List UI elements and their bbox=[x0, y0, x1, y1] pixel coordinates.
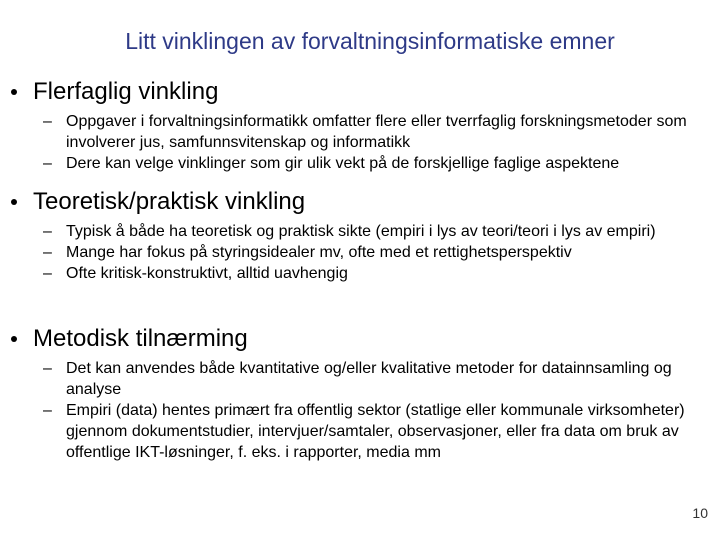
sub-bullet bbox=[0, 263, 720, 284]
bullet-item bbox=[0, 322, 720, 356]
bullet-dot-icon bbox=[11, 199, 17, 205]
sub-bullet-text: Empiri (data) hentes primært fra offentlig sektor (statlige eller kommunale virksomheter) gjennom dokumentstudier, intervjuer/samtaler, observasjoner, eller fra data om bruk av offentlige IKT-løsninger, f. eks. i rapporter, media mm bbox=[66, 402, 685, 461]
sub-bullet-text: Oppgaver i forvaltningsinformatikk omfatter flere eller tverrfaglig forskningsmetoder som involverer jus, samfunnsvitenskap og informatikk bbox=[66, 113, 687, 151]
bullet-section-flerfaglig bbox=[0, 75, 720, 174]
sub-bullet-text: Mange har fokus på styringsidealer mv, ofte med et rettighetsperspektiv bbox=[66, 244, 572, 261]
dash-icon: – bbox=[43, 244, 52, 261]
sub-bullet-text: Det kan anvendes både kvantitative og/eller kvalitative metoder for datainnsamling og analyse bbox=[66, 360, 672, 398]
sub-bullet bbox=[0, 242, 720, 263]
sub-bullet bbox=[0, 221, 720, 242]
sub-bullet bbox=[0, 111, 720, 153]
dash-icon: – bbox=[43, 360, 52, 377]
sub-bullet bbox=[0, 400, 720, 463]
dash-icon: – bbox=[43, 265, 52, 282]
dash-icon: – bbox=[43, 223, 52, 240]
sub-bullet-text: Dere kan velge vinklinger som gir ulik vekt på de forskjellige faglige aspektene bbox=[66, 155, 620, 172]
sub-bullet-list bbox=[0, 221, 720, 284]
bullet-heading: Metodisk tilnærming bbox=[33, 325, 248, 352]
bullet-section-metodisk bbox=[0, 322, 720, 463]
dash-icon: – bbox=[43, 402, 52, 419]
bullet-dot-icon bbox=[11, 336, 17, 342]
page-number: 10 bbox=[692, 505, 708, 521]
sub-bullet-text: Typisk å både ha teoretisk og praktisk sikte (empiri i lys av teori/teori i lys av empiri) bbox=[66, 223, 656, 240]
sub-bullet bbox=[0, 153, 720, 174]
sub-bullet-text: Ofte kritisk-konstruktivt, alltid uavhengig bbox=[66, 265, 348, 282]
slide-title: Litt vinklingen av forvaltningsinformatiske emner bbox=[125, 28, 615, 54]
bullet-dot-icon bbox=[11, 89, 17, 95]
bullet-item bbox=[0, 75, 720, 109]
sub-bullet bbox=[0, 358, 720, 400]
bullet-heading: Teoretisk/praktisk vinkling bbox=[33, 188, 306, 215]
bullet-heading: Flerfaglig vinkling bbox=[33, 78, 219, 105]
sub-bullet-list bbox=[0, 111, 720, 174]
bullet-section-teoretisk bbox=[0, 185, 720, 284]
dash-icon: – bbox=[43, 113, 52, 130]
dash-icon: – bbox=[43, 155, 52, 172]
sub-bullet-list bbox=[0, 358, 720, 463]
bullet-item bbox=[0, 185, 720, 219]
